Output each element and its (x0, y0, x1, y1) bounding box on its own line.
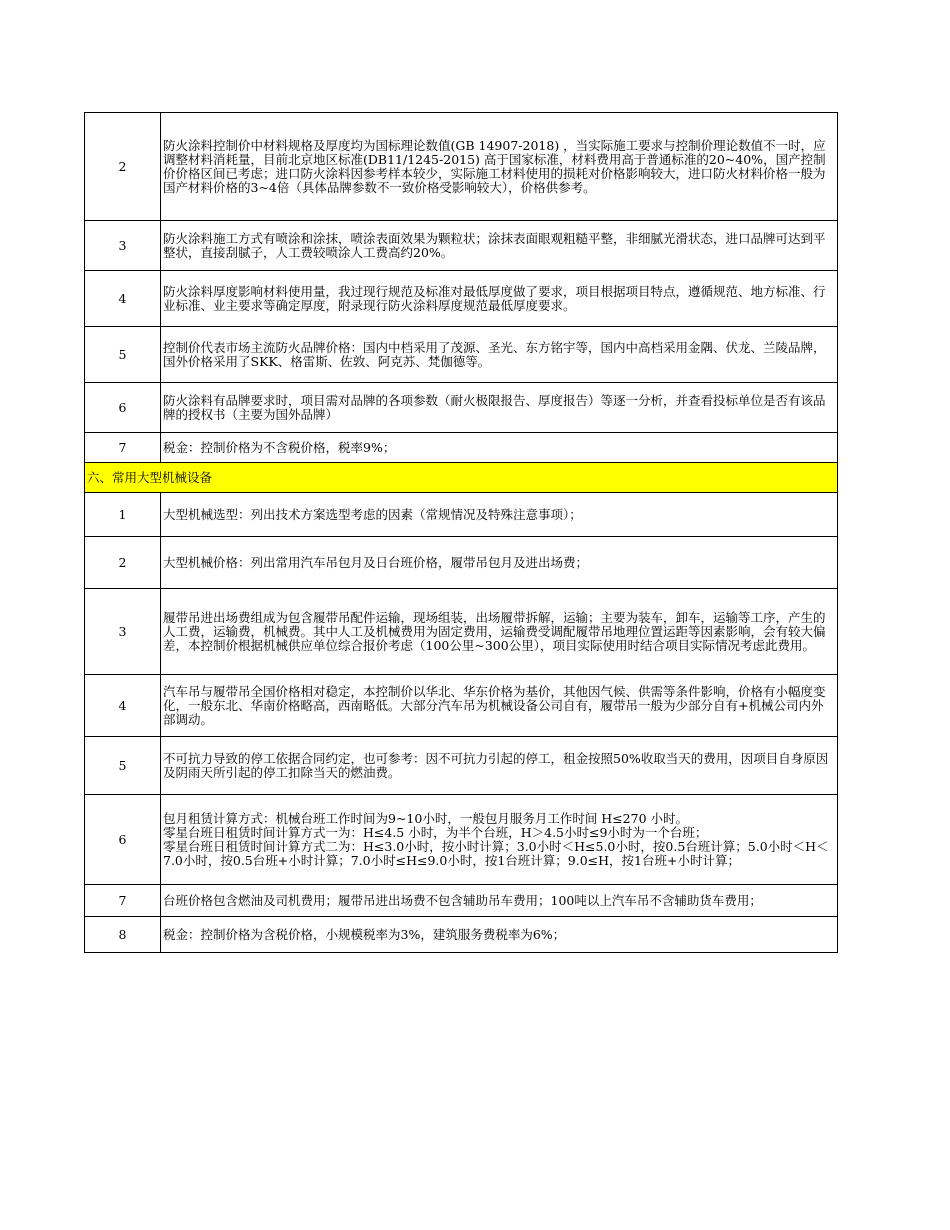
table-row (85, 383, 838, 433)
table-row (85, 917, 838, 953)
table-row (85, 327, 838, 383)
note-line: 零星台班日租赁时间计算方式二为：H≤3.0小时，按小时计算；3.0小时＜H≤5.0小时，按0.5台班计算；5.0小时＜H＜7.0小时，按0.5台班+小时计算；7.0小时≤H≤9.0小时，按1台班计算；9.0≤H，按1台班+小时计算； (163, 838, 829, 868)
table-row (85, 589, 838, 675)
note-cell[interactable]: 汽车吊与履带吊全国价格相对稳定，本控制价以华北、华东价格为基价，其他因气候、供需等条件影响，价格有小幅度变化，一般东北、华南价格略高，西南略低。大部分汽车吊为机械设备公司自有，履带吊一般为少部分自有+机械公司内外部调动。 (161, 675, 838, 737)
note-cell[interactable]: 控制价代表市场主流防火品牌价格：国内中档采用了茂源、圣光、东方铭宇等，国内中高档采用金隅、伏龙、兰陵品牌，国外价格采用了SKK、格雷斯、佐敦、阿克苏、梵伽德等。 (161, 327, 838, 383)
table-row (85, 271, 838, 327)
row-number-cell[interactable]: 6 (85, 383, 161, 433)
note-cell[interactable]: 防火涂料控制价中材料规格及厚度均为国标理论数值(GB 14907-2018) ，当实际施工要求与控制价理论数值不一时，应调整材料消耗量，目前北京地区标准(DB11/1245-2015) 高于国家标准，材料费用高于普通标准的20~40%，国产控制价价格区间已考虑；进口防火涂料因参考样本较少，实际施工材料使用的损耗对价格影响较大，进口防火材料价格一般为国产材料价格的3~4倍（具体品牌参数不一致价格受影响较大），价格供参考。 (161, 113, 838, 221)
note-cell[interactable] (161, 795, 838, 885)
note-cell[interactable]: 大型机械价格：列出常用汽车吊包月及日台班价格，履带吊包月及进出场费； (161, 537, 838, 589)
row-number-cell[interactable]: 4 (85, 271, 161, 327)
row-number-cell[interactable]: 3 (85, 589, 161, 675)
row-number-cell[interactable]: 7 (85, 433, 161, 463)
row-number-cell[interactable]: 1 (85, 493, 161, 537)
table-row (85, 433, 838, 463)
row-number-cell[interactable]: 2 (85, 113, 161, 221)
row-number-cell[interactable]: 4 (85, 675, 161, 737)
table-row (85, 795, 838, 885)
table-row (85, 113, 838, 221)
row-number-cell[interactable]: 2 (85, 537, 161, 589)
row-number-cell[interactable]: 3 (85, 221, 161, 271)
section-header-row (85, 463, 838, 493)
row-number-cell[interactable]: 5 (85, 327, 161, 383)
note-cell[interactable]: 不可抗力导致的停工依据合同约定，也可参考：因不可抗力引起的停工，租金按照50%收取当天的费用，因项目自身原因及阴雨天所引起的停工扣除当天的燃油费。 (161, 737, 838, 795)
note-line: 零星台班日租赁时间计算方式一为：H≤4.5 小时，为半个台班，H＞4.5小时≤9小时为一个台班； (163, 824, 708, 840)
table-row (85, 537, 838, 589)
note-cell[interactable]: 税金：控制价格为含税价格，小规模税率为3%，建筑服务费税率为6%； (161, 917, 838, 953)
row-number-cell[interactable]: 7 (85, 885, 161, 917)
row-number-cell[interactable]: 6 (85, 795, 161, 885)
note-cell[interactable]: 台班价格包含燃油及司机费用；履带吊进出场费不包含辅助吊车费用；100吨以上汽车吊不含辅助货车费用； (161, 885, 838, 917)
note-cell[interactable]: 防火涂料有品牌要求时，项目需对品牌的各项参数（耐火极限报告、厚度报告）等逐一分析，并查看投标单位是否有该品牌的授权书（主要为国外品牌） (161, 383, 838, 433)
table-row (85, 885, 838, 917)
table-row (85, 493, 838, 537)
table-row (85, 737, 838, 795)
section-title[interactable]: 六、常用大型机械设备 (85, 463, 838, 493)
note-cell[interactable]: 履带吊进出场费组成为包含履带吊配件运输，现场组装，出场履带拆解，运输；主要为装车，卸车，运输等工序，产生的人工费，运输费，机械费。其中人工及机械费用为固定费用，运输费受调配履带吊地理位置运距等因素影响，会有较大偏差，本控制价根据机械供应单位综合报价考虑（100公里~300公里），项目实际使用时结合项目实际情况考虑此费用。 (161, 589, 838, 675)
row-number-cell[interactable]: 5 (85, 737, 161, 795)
note-cell[interactable]: 防火涂料施工方式有喷涂和涂抹，喷涂表面效果为颗粒状；涂抹表面眼观粗糙平整，非细腻光滑状态，进口品牌可达到平整状，直接刮腻子，人工费较喷涂人工费高约20%。 (161, 221, 838, 271)
table-row (85, 675, 838, 737)
row-number-cell[interactable]: 8 (85, 917, 161, 953)
note-cell[interactable]: 大型机械选型：列出技术方案选型考虑的因素（常规情况及特殊注意事项）； (161, 493, 838, 537)
spreadsheet-table (84, 112, 838, 953)
table-row (85, 221, 838, 271)
note-cell[interactable]: 防火涂料厚度影响材料使用量，我过现行规范及标准对最低厚度做了要求，项目根据项目特点，遵循规范、地方标准、行业标准、业主要求等确定厚度，附录现行防火涂料厚度规范最低厚度要求。 (161, 271, 838, 327)
note-line: 包月租赁计算方式：机械台班工作时间为9~10小时，一般包月服务月工作时间 H≤270 小时。 (163, 810, 689, 826)
note-cell[interactable]: 税金：控制价格为不含税价格，税率9%； (161, 433, 838, 463)
